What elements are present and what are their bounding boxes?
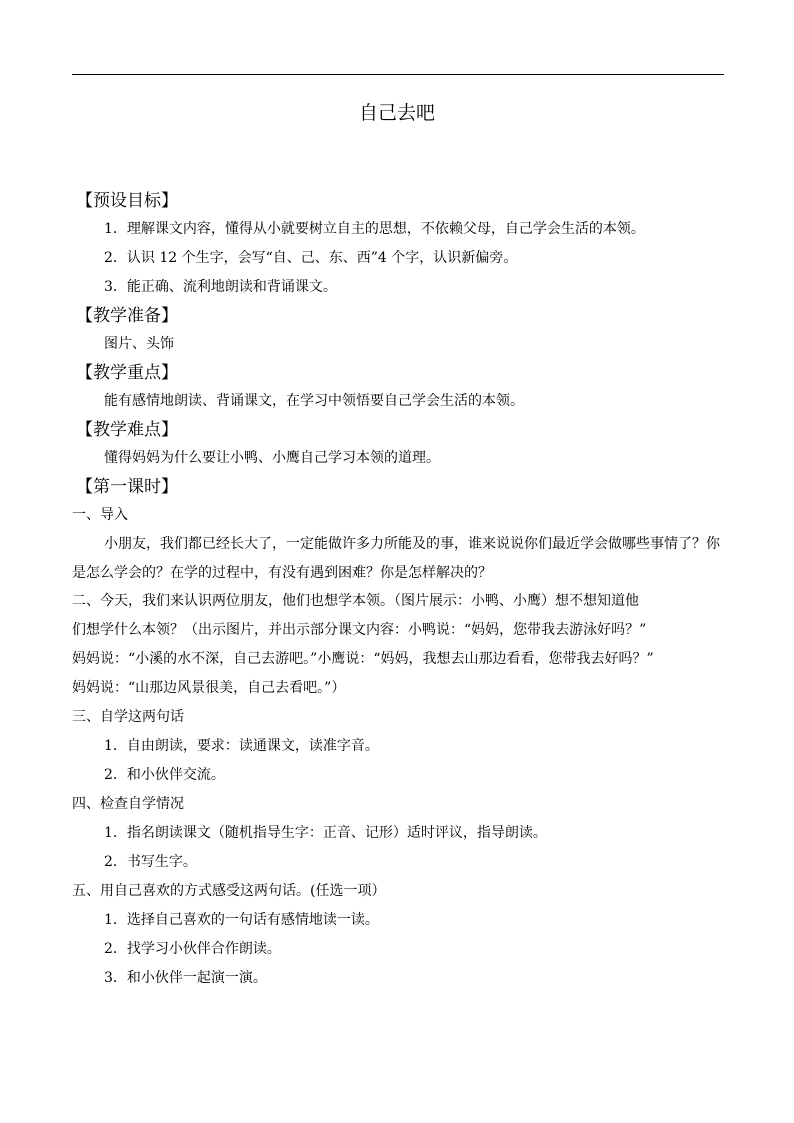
section-heading-lesson1: 【第一课时】 [76,477,178,497]
step3-item: 2．和小伙伴交流。 [104,767,225,783]
goal-item: 1．理解课文内容，懂得从小就要树立自主的思想，不依赖父母，自己学会生活的本领。 [104,221,645,237]
page-title: 自己去吧 [358,102,435,124]
header-rule [72,74,724,75]
step3-item: 1．自由朗读，要求：读通课文，读准字音。 [104,738,379,754]
section-heading-goals: 【预设目标】 [76,191,178,211]
document-body [72,187,724,993]
step4-item: 2．书写生字。 [104,854,197,870]
step-title-self-study: 三、自学这两句话 [72,709,184,725]
section-heading-prep: 【教学准备】 [76,306,178,326]
section-heading-difficulty: 【教学难点】 [76,420,178,440]
step-title-intro: 一、导入 [72,507,128,523]
focus-text: 能有感情地朗读、背诵课文，在学习中领悟要自己学会生活的本领。 [104,393,524,409]
step2-line: 二、今天，我们来认识两位朋友，他们也想学本领。（图片展示：小鸭、小鹰）想不想知道他 [72,593,639,609]
difficulty-text: 懂得妈妈为什么要让小鸭、小鹰自己学习本领的道理。 [104,450,440,466]
step2-line: 们想学什么本领？（出示图片，并出示部分课文内容：小鸭说：“妈妈，您带我去游泳好吗？” [72,622,647,638]
step2-line: 妈妈说：“小溪的水不深，自己去游吧。”小鹰说：“妈妈，我想去山那边看看，您带我去好吗？” [72,651,654,667]
prep-text: 图片、头饰 [104,336,174,352]
step4-item: 1．指名朗读课文（随机指导生字：正音、记形）适时评议，指导朗读。 [104,825,547,841]
section-heading-focus: 【教学重点】 [76,363,178,383]
step-intro-text: 小朋友，我们都已经长大了，一定能做许多力所能及的事，谁来说说你们最近学会做哪些事情了？你是怎么学会的？在学的过程中，有没有遇到困难？你是怎样解决的？ [72,536,720,581]
goal-item: 2．认识 12 个生字，会写“自、己、东、西”4 个字，认识新偏旁。 [104,250,518,266]
goal-item: 3．能正确、流利地朗读和背诵课文。 [104,279,337,295]
step2-line: 妈妈说：“山那边风景很美，自己去看吧。”） [72,680,346,696]
step-title-feel: 五、用自己喜欢的方式感受这两句话。(任选一项） [72,883,386,899]
step5-item: 1．选择自己喜欢的一句话有感情地读一读。 [104,912,379,928]
step5-item: 3．和小伙伴一起演一演。 [104,970,267,986]
step5-item: 2．找学习小伙伴合作朗读。 [104,941,281,957]
step-title-check: 四、检查自学情况 [72,796,184,812]
